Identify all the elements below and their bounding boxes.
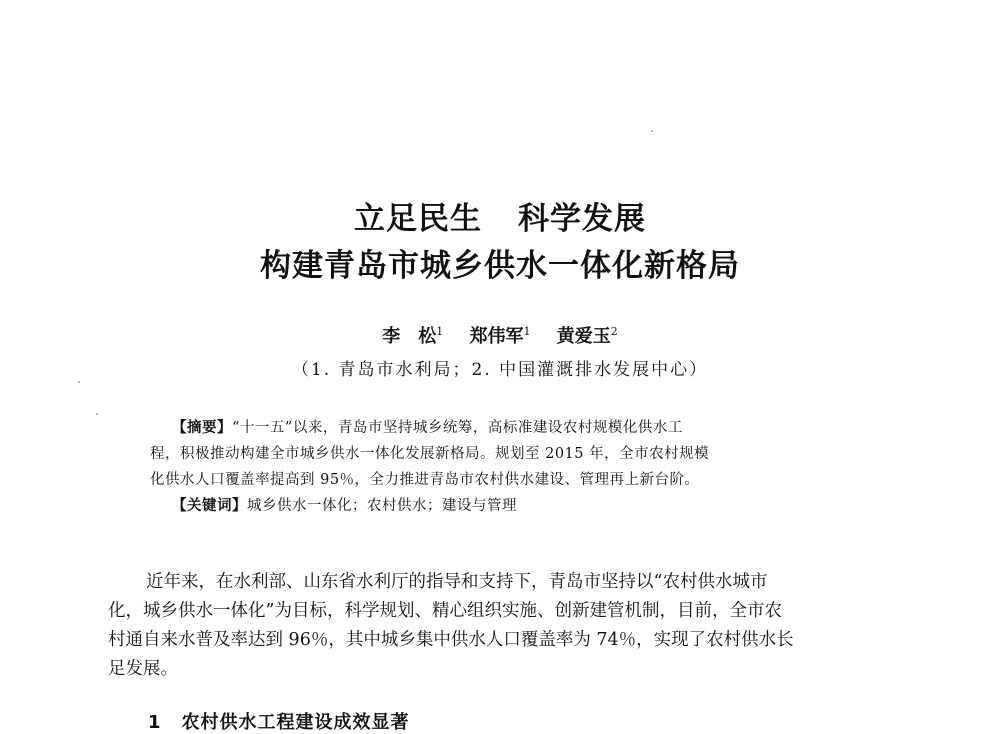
keywords-text: 城乡供水一体化；农村供水；建设与管理 xyxy=(247,498,517,514)
abstract-line-1 xyxy=(150,415,880,441)
section-number: 1 xyxy=(148,712,162,733)
author-2 xyxy=(470,326,531,347)
section-title: 农村供水工程建设成效显著 xyxy=(181,712,410,733)
abstract xyxy=(150,415,880,519)
body-paragraph xyxy=(108,568,908,684)
title-part-2: 科学发展 xyxy=(518,201,646,237)
author-affiliation-mark: 2 xyxy=(610,325,618,338)
abstract-text: “十一五”以来，青岛市坚持城乡统筹，高标准建设农村规模化供水工 xyxy=(232,420,683,436)
title-line-2: 构建青岛市城乡供水一体化新格局 xyxy=(260,248,740,284)
body-line-2: 化，城乡供水一体化”为目标，科学规划、精心组织实施、创新建管机制，目前，全市农 xyxy=(108,601,782,621)
author-list xyxy=(0,322,1000,348)
scan-speck xyxy=(96,413,98,415)
body-line-4: 足发展。 xyxy=(108,659,178,679)
affiliation: （1. 青岛市水利局；2. 中国灌溉排水发展中心） xyxy=(291,360,709,380)
author-3 xyxy=(557,326,618,347)
abstract-line-2: 程，积极推动构建全市城乡供水一体化发展新格局。规划至 2015 年，全市农村规模 xyxy=(150,446,710,462)
keywords-label: 【关键词】 xyxy=(172,497,247,514)
author-1 xyxy=(382,326,443,347)
title-part-1: 立足民生 xyxy=(354,201,482,237)
body-line-3: 村通自来水普及率达到 96％，其中城乡集中供水人口覆盖率为 74％，实现了农村供水长 xyxy=(108,630,794,650)
author-name: 李 松 xyxy=(382,326,437,347)
scan-speck xyxy=(78,381,80,383)
author-affiliation-mark: 1 xyxy=(523,325,531,338)
author-name: 郑伟军 xyxy=(469,326,524,347)
abstract-line-3: 化供水人口覆盖率提高到 95％，全力推进青岛市农村供水建设、管理再上新台阶。 xyxy=(150,472,700,488)
abstract-label: 【摘要】 xyxy=(172,419,232,436)
scan-speck xyxy=(651,130,653,132)
keywords xyxy=(150,493,880,519)
author-affiliation-mark: 1 xyxy=(436,325,444,338)
section-heading xyxy=(148,708,410,734)
body-line-1: 近年来，在水利部、山东省水利厅的指导和支持下，青岛市坚持以“农村供水城市 xyxy=(146,572,768,592)
author-name: 黄爱玉 xyxy=(556,326,611,347)
title-line-1 xyxy=(0,193,1000,238)
